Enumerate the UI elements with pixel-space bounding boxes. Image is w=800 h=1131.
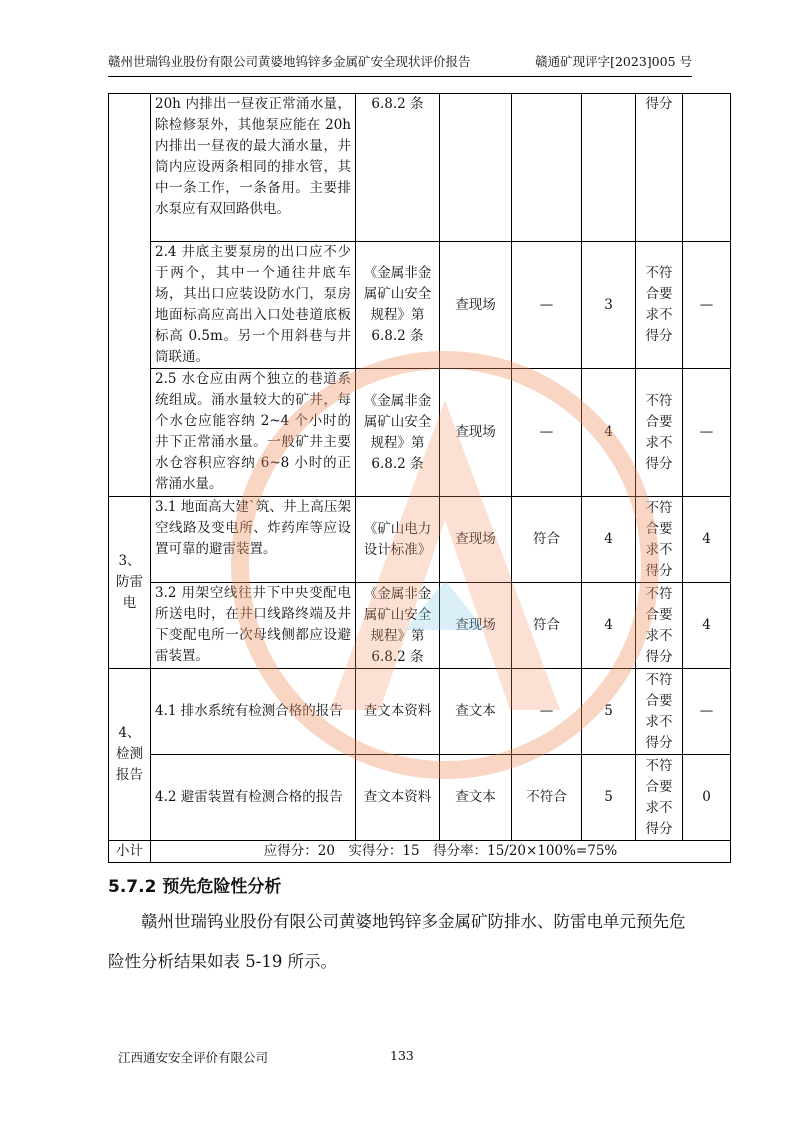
scoring-rule-cell: 不符合要求不得分	[636, 497, 683, 583]
subtotal-label: 小计	[109, 841, 151, 863]
result-cell: 不符合	[512, 755, 582, 841]
requirement-cell: 4.1 排水系统有检测合格的报告	[151, 669, 356, 755]
basis-cell: 查文本资料	[356, 669, 440, 755]
table-row	[109, 497, 731, 583]
category-cell	[109, 94, 151, 497]
section-heading: 5.7.2 预先危险性分析	[108, 877, 282, 897]
standard-score-cell: 3	[582, 242, 636, 369]
scoring-rule-cell: 得分	[636, 94, 683, 242]
scoring-rule-cell: 不符合要求不得分	[636, 583, 683, 669]
actual-score-cell	[683, 94, 731, 242]
result-cell: —	[512, 369, 582, 497]
scoring-rule-cell: 不符合要求不得分	[636, 669, 683, 755]
subtotal-text: 应得分：20 实得分：15 得分率：15/20×100%=75%	[151, 841, 731, 863]
standard-score-cell: 4	[582, 583, 636, 669]
table-row	[109, 242, 731, 369]
method-cell: 查现场	[440, 369, 512, 497]
actual-score-cell: —	[683, 242, 731, 369]
basis-cell: 《金属非金属矿山安全规程》第 6.8.2 条	[356, 242, 440, 369]
category-cell: 3、防雷电	[109, 497, 151, 669]
basis-cell: 6.8.2 条	[356, 94, 440, 242]
basis-cell: 查文本资料	[356, 755, 440, 841]
requirement-cell: 20h 内排出一昼夜正常涌水量，除检修泵外，其他泵应能在 20h 内排出一昼夜的最大涌水量，井筒内应设两条相同的排水管，其中一条工作，一条备用。主要排水泵应有双回路供电。	[151, 94, 356, 242]
evaluation-table	[108, 93, 714, 863]
result-cell	[512, 94, 582, 242]
result-cell: —	[512, 242, 582, 369]
result-cell: —	[512, 669, 582, 755]
category-cell: 4、检测报告	[109, 669, 151, 841]
subtotal-row	[109, 841, 731, 863]
page-number: 133	[390, 1048, 414, 1063]
requirement-cell: 3.2 用架空线往井下中央变配电所送电时，在井口线路终端及井下变配电所一次母线侧都应设避雷装置。	[151, 583, 356, 669]
method-cell: 查现场	[440, 583, 512, 669]
method-cell: 查文本	[440, 755, 512, 841]
basis-cell: 《金属非金属矿山安全规程》第 6.8.2 条	[356, 583, 440, 669]
table-row	[109, 94, 731, 242]
result-cell: 符合	[512, 497, 582, 583]
standard-score-cell	[582, 94, 636, 242]
table-row	[109, 583, 731, 669]
requirement-cell: 2.4 井底主要泵房的出口应不少于两个，其中一个通往井底车场，其出口应装设防水门，泵房地面标高应高出入口处巷道底板标高 0.5m。另一个用斜巷与井筒联通。	[151, 242, 356, 369]
requirement-cell: 3.1 地面高大建`筑、井上高压架空线路及变电所、炸药库等应设置可靠的避雷装置。	[151, 497, 356, 583]
actual-score-cell: 4	[683, 497, 731, 583]
scoring-rule-cell: 不符合要求不得分	[636, 369, 683, 497]
actual-score-cell: 4	[683, 583, 731, 669]
actual-score-cell: 0	[683, 755, 731, 841]
header-report-number: 赣通矿现评字[2023]005 号	[535, 54, 692, 69]
method-cell: 查现场	[440, 497, 512, 583]
table-row	[109, 755, 731, 841]
standard-score-cell: 4	[582, 369, 636, 497]
method-cell	[440, 94, 512, 242]
standard-score-cell: 4	[582, 497, 636, 583]
method-cell: 查现场	[440, 242, 512, 369]
basis-cell: 《金属非金属矿山安全规程》第 6.8.2 条	[356, 369, 440, 497]
actual-score-cell: —	[683, 369, 731, 497]
page-header	[108, 52, 692, 77]
result-cell: 符合	[512, 583, 582, 669]
method-cell: 查文本	[440, 669, 512, 755]
scoring-rule-cell: 不符合要求不得分	[636, 242, 683, 369]
scoring-rule-cell: 不符合要求不得分	[636, 755, 683, 841]
table-row	[109, 369, 731, 497]
standard-score-cell: 5	[582, 755, 636, 841]
actual-score-cell: —	[683, 669, 731, 755]
requirement-cell: 4.2 避雷装置有检测合格的报告	[151, 755, 356, 841]
requirement-cell: 2.5 水仓应由两个独立的巷道系统组成。涌水量较大的矿井，每个水仓应能容纳 2~4 个小时的井下正常涌水量。一般矿井主要水仓容积应容纳 6~8 小时的正常涌水量。	[151, 369, 356, 497]
body-paragraph: 赣州世瑞钨业股份有限公司黄婆地钨锌多金属矿防排水、防雷电单元预先危险性分析结果如表 5-19 所示。	[108, 912, 686, 971]
table-row	[109, 669, 731, 755]
basis-cell: 《矿山电力设计标准》	[356, 497, 440, 583]
footer-company: 江西通安安全评价有限公司	[118, 1050, 269, 1065]
standard-score-cell: 5	[582, 669, 636, 755]
header-left-title: 赣州世瑞钨业股份有限公司黄婆地钨锌多金属矿安全现状评价报告	[108, 54, 471, 69]
